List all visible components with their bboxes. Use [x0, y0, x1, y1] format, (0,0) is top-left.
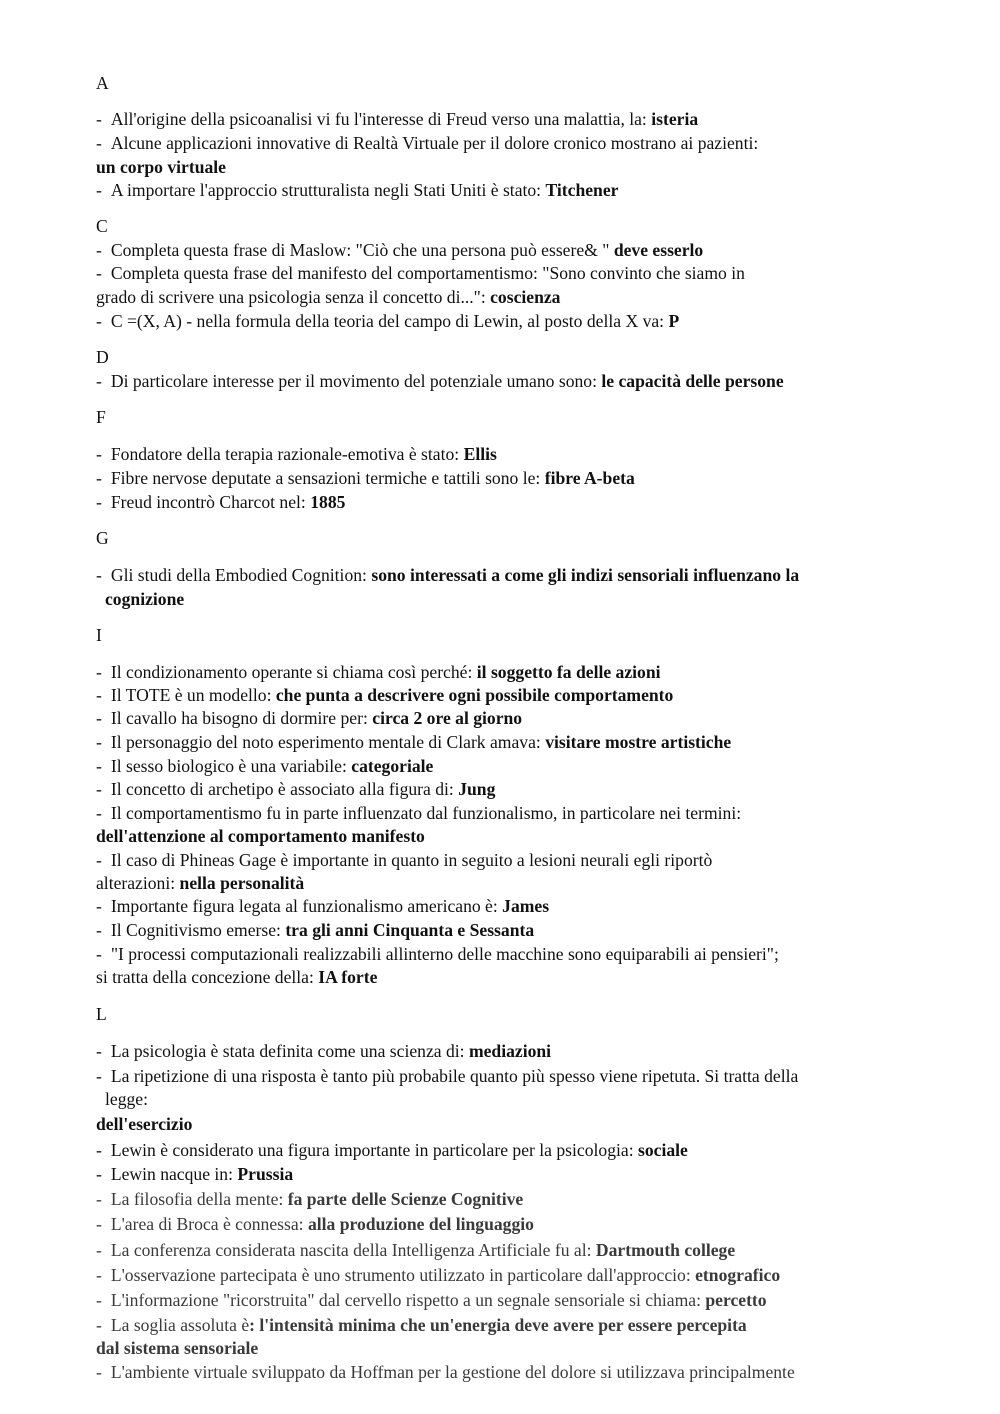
section-letter-c: C: [96, 216, 108, 236]
question-line: - Completa questa frase del manifesto del comportamentismo: "Sono convinto che siamo in: [96, 263, 745, 283]
question-line: - Il cavallo ha bisogno di dormire per: circa 2 ore al giorno: [96, 708, 523, 728]
question-line: - Il condizionamento operante si chiama così perché: il soggetto fa delle azioni: [96, 662, 661, 682]
answer-line: dell'attenzione al comportamento manifesto: [96, 826, 425, 846]
section-letter-i: I: [96, 625, 102, 645]
question-line: - Il Cognitivismo emerse: tra gli anni Cinquanta e Sessanta: [96, 920, 535, 940]
question-line: - La conferenza considerata nascita della Intelligenza Artificiale fu al: Dartmouth college: [96, 1240, 736, 1260]
question-line: - L'osservazione partecipata è uno strumento utilizzato in particolare dall'approccio: etnografico: [96, 1265, 781, 1285]
answer-line: cognizione: [105, 589, 185, 609]
section-letter-a: A: [96, 73, 109, 93]
question-line: - L'area di Broca è connessa: alla produzione del linguaggio: [96, 1214, 534, 1234]
section-letter-d: D: [96, 347, 109, 367]
section-letter-f: F: [96, 407, 106, 427]
question-line: - Il TOTE è un modello: che punta a descrivere ogni possibile comportamento: [96, 685, 674, 705]
question-line: - La filosofia della mente: fa parte delle Scienze Cognitive: [96, 1189, 524, 1209]
question-line: - La psicologia è stata definita come una scienza di: mediazioni: [96, 1041, 552, 1061]
question-line: - Importante figura legata al funzionalismo americano è: James: [96, 896, 550, 916]
question-line: - Fondatore della terapia razionale-emotiva è stato: Ellis: [96, 444, 497, 464]
question-line: - Completa questa frase di Maslow: "Ciò che una persona può essere& " deve esserlo: [96, 240, 704, 260]
question-line: - L'ambiente virtuale sviluppato da Hoffman per la gestione del dolore si utilizzava principalmente: [96, 1362, 795, 1382]
question-line: - A importare l'approccio strutturalista negli Stati Uniti è stato: Titchener: [96, 180, 619, 200]
question-line: - "I processi computazionali realizzabili allinterno delle macchine sono equiparabili ai pensieri";: [96, 944, 779, 964]
question-line: - Lewin nacque in: Prussia: [96, 1164, 294, 1184]
question-line: - Il comportamentismo fu in parte influenzato dal funzionalismo, in particolare nei termini:: [96, 803, 742, 823]
question-line: - Alcune applicazioni innovative di Realtà Virtuale per il dolore cronico mostrano ai pazienti:: [96, 133, 759, 153]
question-line: - Fibre nervose deputate a sensazioni termiche e tattili sono le: fibre A-beta: [96, 468, 635, 488]
question-line-continued: legge:: [105, 1089, 148, 1109]
question-line-continued: si tratta della concezione della: IA forte: [96, 967, 378, 987]
question-line: - L'informazione "ricorstruita" dal cervello rispetto a un segnale sensoriale si chiama: percetto: [96, 1290, 767, 1310]
question-line: - Di particolare interesse per il movimento del potenziale umano sono: le capacità delle persone: [96, 371, 784, 391]
question-line: - Lewin è considerato una figura importante in particolare per la psicologia: sociale: [96, 1140, 688, 1160]
question-line-continued: grado di scrivere una psicologia senza il concetto di...": coscienza: [96, 287, 561, 307]
answer-line: dal sistema sensoriale: [96, 1338, 259, 1358]
question-line: - La ripetizione di una risposta è tanto più probabile quanto più spesso viene ripetuta. Si tratta della: [96, 1066, 799, 1086]
question-line: - Il caso di Phineas Gage è importante in quanto in seguito a lesioni neurali egli riportò: [96, 850, 713, 870]
question-line: - Freud incontrò Charcot nel: 1885: [96, 492, 346, 512]
question-line: - Il concetto di archetipo è associato alla figura di: Jung: [96, 779, 496, 799]
section-letter-l: L: [96, 1004, 107, 1024]
question-line: - La soglia assoluta è: l'intensità minima che un'energia deve avere per essere percepita: [96, 1315, 747, 1335]
question-line-continued: alterazioni: nella personalità: [96, 873, 305, 893]
section-letter-g: G: [96, 528, 109, 548]
answer-line: un corpo virtuale: [96, 157, 226, 177]
question-line: - Il sesso biologico è una variabile: categoriale: [96, 756, 434, 776]
question-line: - All'origine della psicoanalisi vi fu l'interesse di Freud verso una malattia, la: isteria: [96, 109, 699, 129]
question-line: - Gli studi della Embodied Cognition: sono interessati a come gli indizi sensoriali influenzano la: [96, 565, 800, 585]
answer-line: dell'esercizio: [96, 1114, 193, 1134]
question-line: - Il personaggio del noto esperimento mentale di Clark amava: visitare mostre artistiche: [96, 732, 732, 752]
question-line: - C =(X, A) - nella formula della teoria del campo di Lewin, al posto della X va: P: [96, 311, 680, 331]
